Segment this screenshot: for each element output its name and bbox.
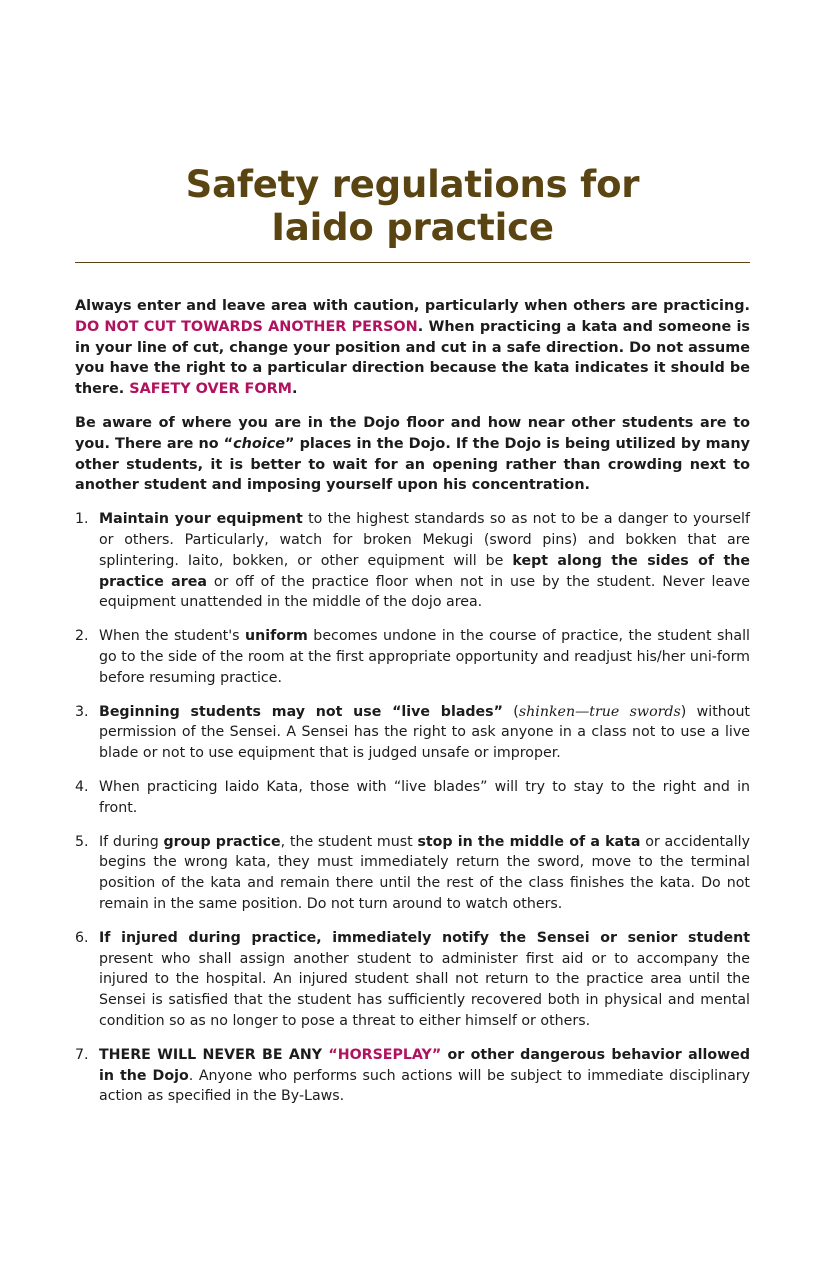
horseplay-warning: “HORSEPLAY” — [328, 1046, 442, 1063]
document-body — [75, 296, 750, 1120]
intro-1-text-a: Always enter and leave area with caution, particularly when others are practicing. — [75, 298, 750, 314]
intro-2-text-b: ” places in the Dojo. If the Dojo is being utilized by many other students, it is better to wait for an opening rather than crowding next to another student and imposing yourself upon his concentration. — [75, 435, 750, 494]
no-cut-warning: DO NOT CUT TOWARDS ANOTHER PERSON — [75, 318, 418, 335]
rule-number: 2. — [75, 628, 89, 645]
safety-motto: SAFETY OVER FORM — [129, 381, 292, 398]
rule-6-bold-a: If injured during practice, immediately notify the Sensei or senior student — [99, 929, 750, 946]
choice-word: choice — [233, 435, 286, 452]
title-divider — [75, 262, 750, 263]
intro-2-text-a: Be aware of where you are in the Dojo floor and how near other students are to you. There are no “ — [75, 414, 750, 452]
rule-5-bold-a: group practice — [163, 833, 281, 850]
rule-3-bold-a: Beginning students may not use “live blades” — [99, 703, 503, 720]
rule-5-bold-b: stop in the middle of a kata — [417, 833, 641, 850]
page-title-line-2: Iaido practice — [271, 206, 554, 249]
rule-5-text-a: If during — [99, 833, 164, 850]
rule-item-1 — [75, 509, 750, 613]
rule-4-text-a: When practicing Iaido Kata, those with “live blades” will try to stay to the right and in front. — [99, 778, 750, 816]
rule-1-bold-b: kept along the sides of the practice area — [99, 552, 750, 590]
rule-5-text-b: , the student must — [280, 833, 418, 850]
rule-number: 4. — [75, 778, 89, 795]
rule-1-text-a: to the highest standards so as not to be a danger to yourself or others. Particularly, watch for broken Mekugi (sword pins) and bokken that are splintering. Iaito, bokken, or other equipment will be — [99, 511, 750, 569]
rule-5-text-c: or accidentally begins the wrong kata, they must immediately return the sword, move to the terminal position of the kata and remain there until the rest of the class finishes the kata. Do not remain in the same position. Do not turn around to watch others. — [99, 833, 750, 912]
intro-1-text-b: . When practicing a kata and someone is in your line of cut, change your position and cut in a safe direction. Do not assume you have the right to a particular direction because the kata indicates it should be there. — [75, 318, 750, 398]
page-title-line-1: Safety regulations for — [185, 163, 640, 206]
rule-item-2 — [75, 626, 750, 688]
page-title — [75, 163, 750, 249]
rule-7-text-a: . Anyone who performs such actions will be subject to immediate disciplinary action as specified in the By-Laws. — [99, 1067, 751, 1105]
rule-number: 1. — [75, 511, 89, 528]
shinken-definition: shinken—true swords — [518, 703, 681, 720]
rule-item-5 — [75, 832, 750, 915]
rule-2-bold-a: uniform — [245, 628, 308, 645]
rule-2-text-b: becomes undone in the course of practice, the student shall go to the side of the room at the first appropriate opportunity and readjust his/her uni-form before resuming practice. — [99, 628, 750, 686]
rule-1-text-b: or off of the practice floor when not in use by the student. Never leave equipment unattended in the middle of the dojo area. — [99, 573, 750, 611]
rule-7-bold-b: or other dangerous behavior allowed in the Dojo — [99, 1046, 751, 1084]
rule-item-4 — [75, 777, 750, 819]
rule-1-bold-a: Maintain your equipment — [99, 511, 303, 528]
rule-7-bold-a: THERE WILL NEVER BE ANY — [99, 1046, 329, 1063]
rule-6-text-a: present who shall assign another student to administer first aid or to accompany the injured to the hospital. An injured student shall not return to the practice area until the Sensei is satisfied that the student has sufficiently recovered both in physical and mental condition so as no longer to pose a threat to either himself or others. — [99, 950, 750, 1029]
rule-number: 6. — [75, 929, 89, 946]
rule-item-6 — [75, 928, 750, 1032]
rules-list — [75, 509, 750, 1107]
rule-number: 7. — [75, 1046, 89, 1063]
rule-item-3 — [75, 702, 750, 764]
rule-number: 5. — [75, 833, 89, 850]
rule-3-text-b: ) without permission of the Sensei. A Sensei has the right to ask anyone in a class not to use a live blade or not to use equipment that is judged unsafe or improper. — [99, 703, 750, 762]
intro-paragraph-2 — [75, 413, 750, 496]
rule-2-text-a: When the student's — [99, 628, 246, 645]
rule-item-7 — [75, 1045, 750, 1107]
intro-paragraph-1 — [75, 296, 750, 400]
rule-3-text-a: ( — [502, 703, 519, 720]
rule-number: 3. — [75, 703, 89, 720]
intro-1-text-c: . — [292, 381, 298, 398]
